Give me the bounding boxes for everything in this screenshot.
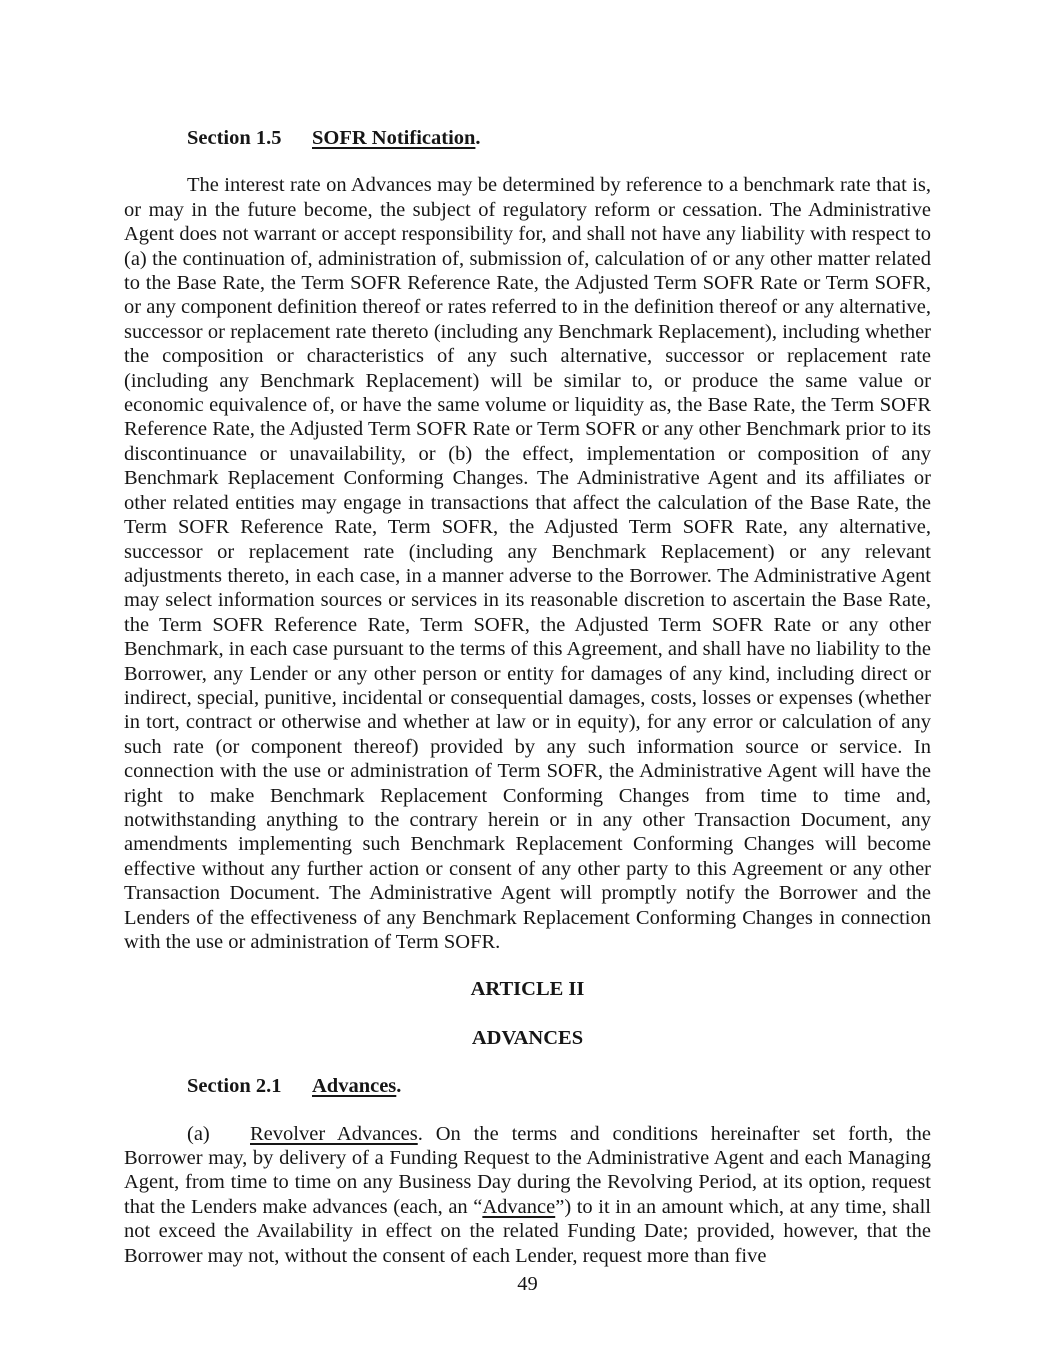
page-number: 49 — [517, 1273, 538, 1295]
section-1-5-title-period: . — [475, 127, 481, 149]
paragraph-a-text-2: ”) to it in an amount which, at any time, shall not exceed the Availability in effect on the related Funding Date; provided, however, that the Borrower may not, without the consent of each Lender, request more than five — [124, 1195, 931, 1267]
article-2-subheading: ADVANCES — [471, 1026, 584, 1049]
section-1-5-body: The interest rate on Advances may be determined by reference to a benchmark rate that is, or may in the future become, the subject of regulatory reform or cessation. The Administrative Agent does not warrant or accept responsibility for, and shall not have any liability with respect to (a) the continuation of, administration of, submission of, calculation of or any other matter related to the Base Rate, the Term SOFR Reference Rate, the Adjusted Term SOFR Rate or Term SOFR, or any component definition thereof or rates referred to in the definition thereof or any alternative, successor or replacement rate thereto (including any Benchmark Replacement), including whether the composition or characteristics of any such alternative, successor or replacement rate (including any Benchmark Replacement) will be similar to, or produce the same value or economic equivalence of, or have the same volume or liquidity as, the Base Rate, the Term SOFR Reference Rate, the Adjusted Term SOFR Rate or Term SOFR or any other Benchmark prior to its discontinuance or unavailability, or (b) the effect, implementation or composition of any Benchmark Replacement Conforming Changes. The Administrative Agent and its affiliates or other related entities may engage in transactions that affect the calculation of the Base Rate, the Term SOFR Reference Rate, Term SOFR, the Adjusted Term SOFR Rate, any alternative, successor or replacement rate (including any Benchmark Replacement) or any relevant adjustments thereto, in each case, in a manner adverse to the Borrower. The Administrative Agent may select information sources or services in its reasonable discretion to ascertain the Base Rate, the Term SOFR Reference Rate, Term SOFR, the Adjusted Term SOFR Rate or any other Benchmark, in each case pursuant to the terms of this Agreement, and shall have no liability to the Borrower, any Lender or any other person or entity for damages of any kind, including direct or indirect, special, punitive, incidental or consequential damages, costs, losses or expenses (whether in tort, contract or otherwise and whether at law or in equity), for any error or calculation of any such rate (or component thereof) provided by any such information source or service. In connection with the use or administration of Term SOFR, the Administrative Agent will have the right to make Benchmark Replacement Conforming Changes from time to time and, notwithstanding anything to the contrary herein or in any other Transaction Document, any amendments implementing such Benchmark Replacement Conforming Changes will become effective without any further action or consent of any other party to this Agreement or any other Transaction Document. The Administrative Agent will promptly notify the Borrower and the Lenders of the effectiveness of any Benchmark Replacement Conforming Changes in connection with the use or administration of Term SOFR. — [124, 174, 931, 953]
paragraph-a-lead: Revolver Advances — [250, 1122, 418, 1145]
article-2-heading: ARTICLE II — [470, 978, 585, 1001]
paragraph-a — [124, 1122, 931, 1268]
section-1-5-label: Section 1.5 — [187, 127, 282, 149]
section-2-1-label: Section 2.1 — [187, 1075, 282, 1098]
section-1-5-title: SOFR Notification — [312, 127, 476, 149]
section-1-5-heading — [187, 126, 931, 150]
section-2-1-title: Advances — [312, 1075, 397, 1098]
paragraph-a-label: (a) — [187, 1122, 210, 1145]
section-2-1-heading — [187, 1074, 931, 1098]
paragraph-a-text-1: . On the terms and conditions hereinafter set forth, the Borrower may, by delivery of a Funding Request to the Administrative Agent and each Managing Agent, from time to time on any Business Day during the Revolving Period, at its option, request that the Lenders make advances (each, an “ — [124, 1122, 932, 1218]
section-2-1-title-period: . — [396, 1075, 402, 1098]
paragraph-a-defined-term: Advance — [482, 1195, 556, 1218]
